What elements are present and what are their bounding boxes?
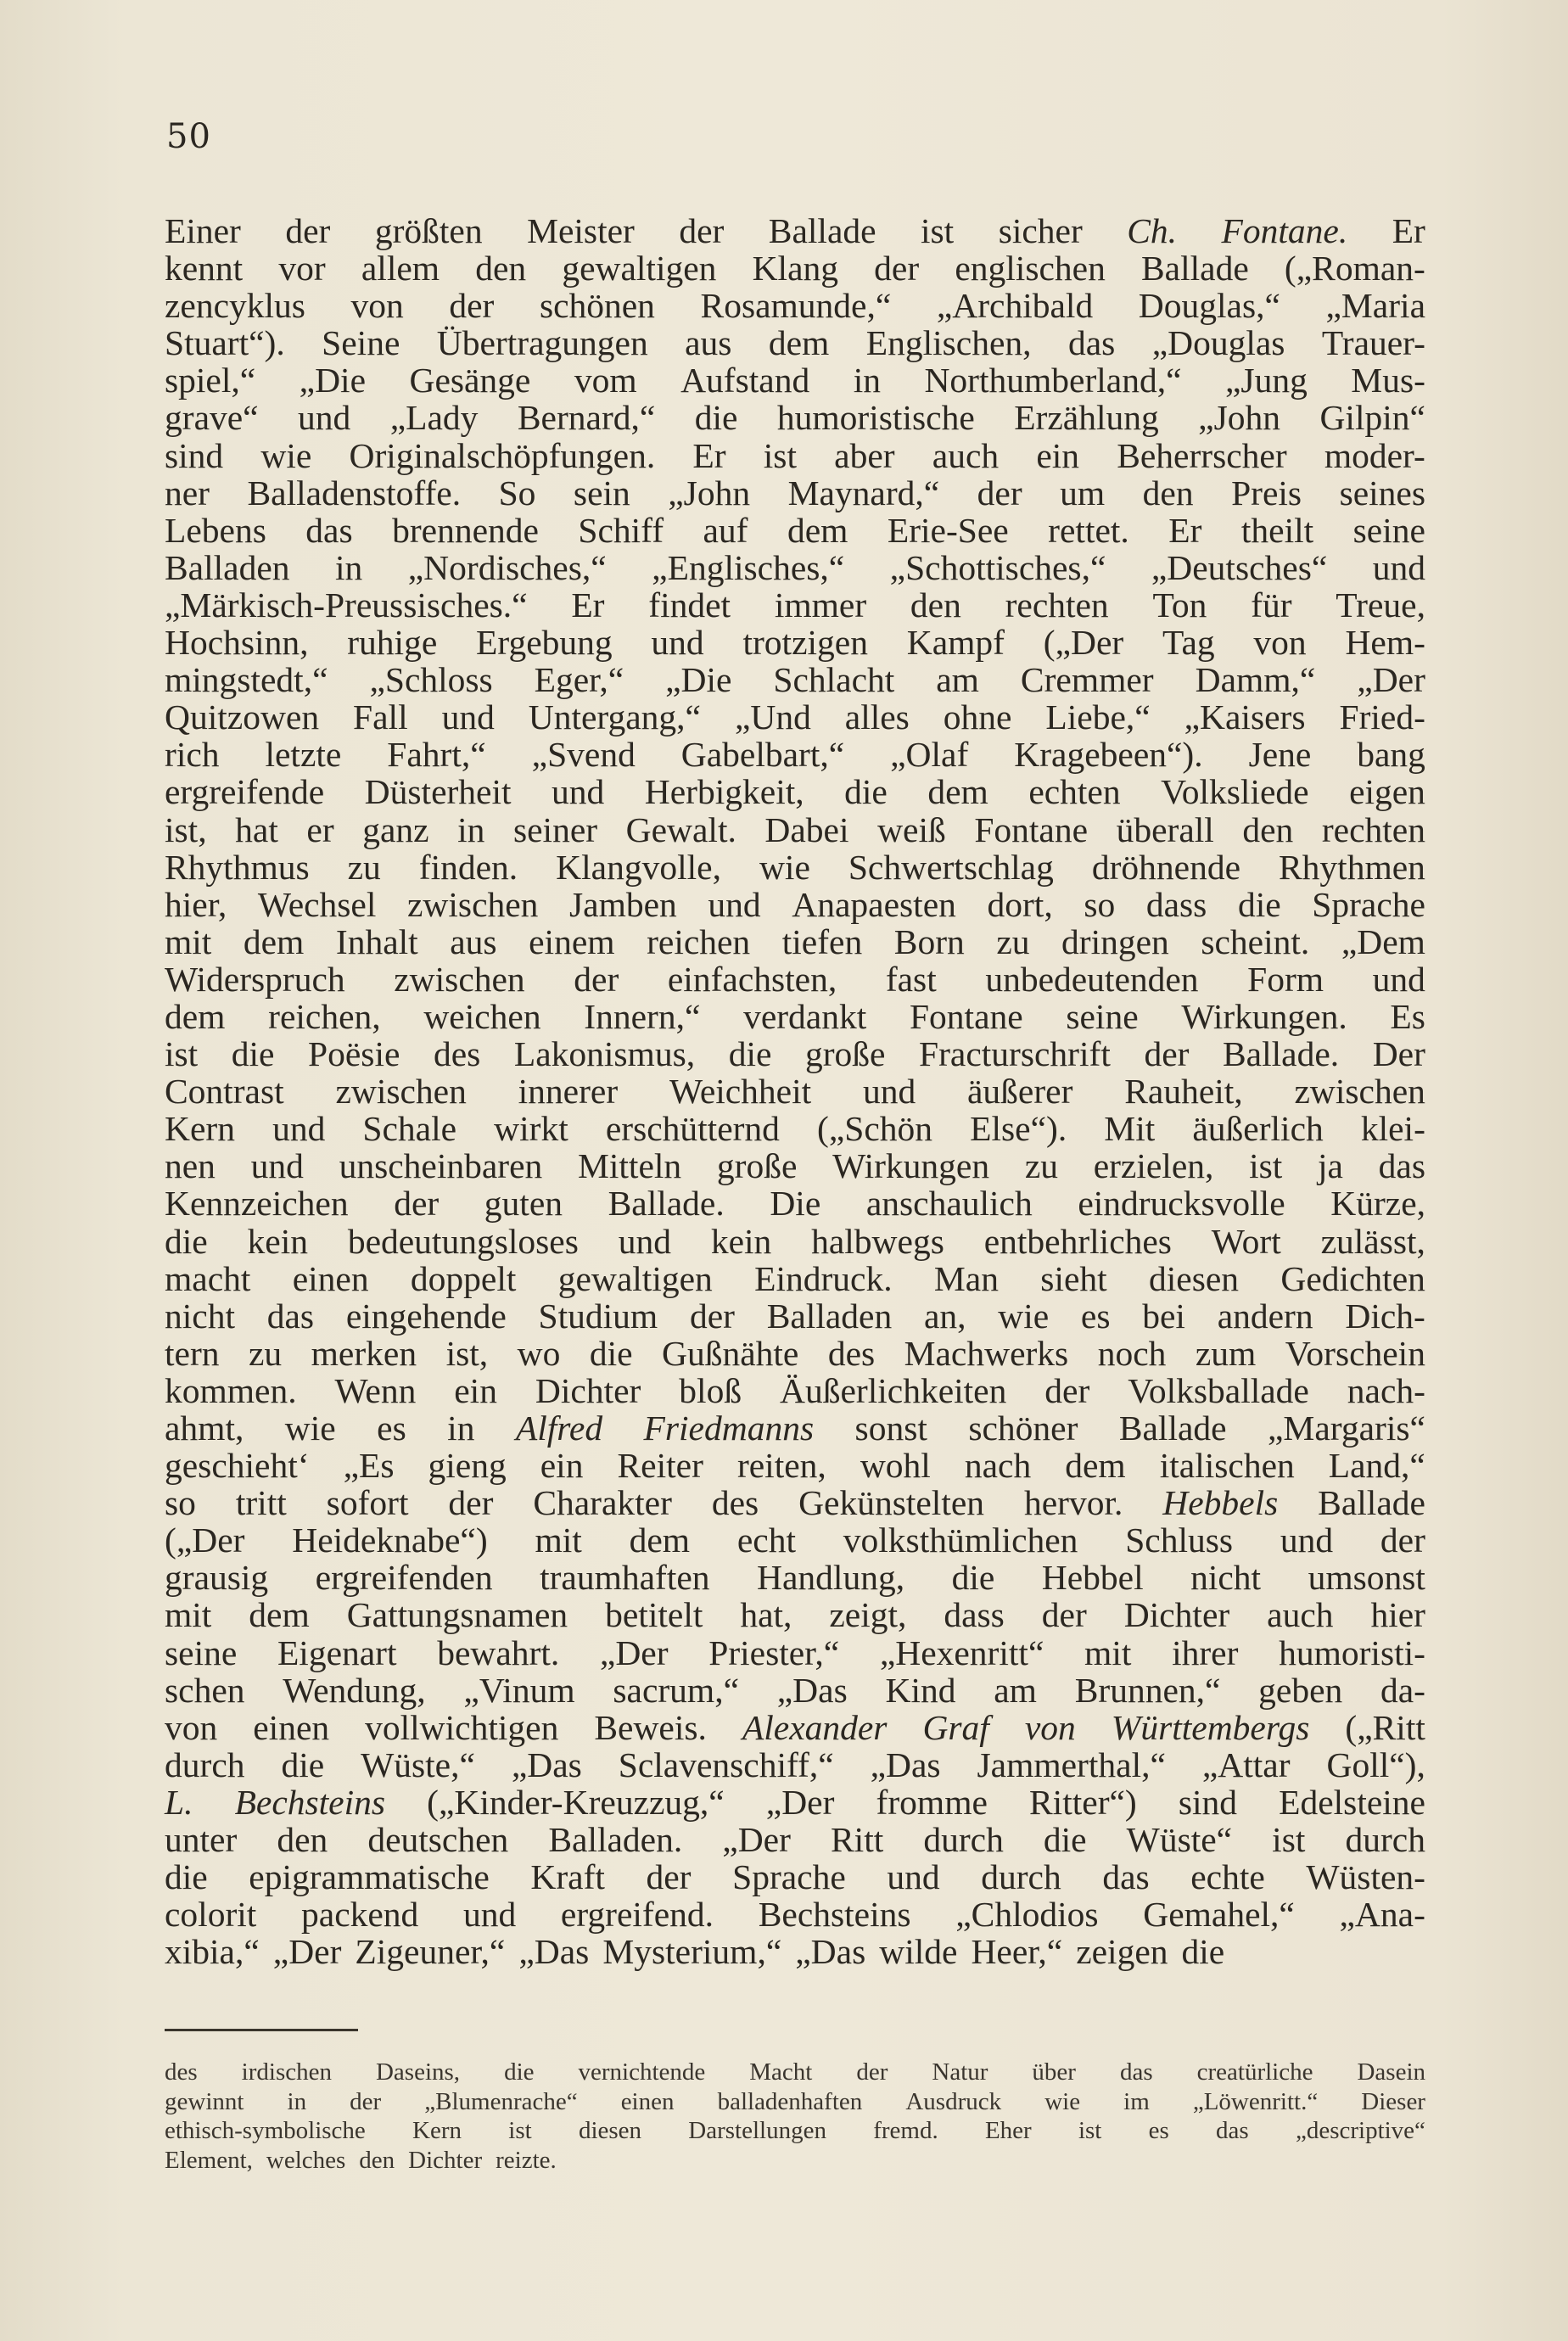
page-number: 50	[166, 117, 211, 156]
body_lines-line: ergreifende Düsterheit und Herbigkeit, die dem echten Volksliede eigen	[165, 772, 1425, 812]
body_lines-line: geschieht‘ „Es gieng ein Reiter reiten, wohl nach dem italischen Land,“	[165, 1446, 1425, 1486]
body_lines-line: ahmt, wie es in Alfred Friedmanns sonst schöner Ballade „Margaris“	[165, 1409, 1425, 1448]
footnote_lines-line: gewinnt in der „Blumenrache“ einen balladenhaften Ausdruck wie im „Löwenritt.“ Dieser	[165, 2087, 1425, 2115]
body_lines-line: Widerspruch zwischen der einfachsten, fast unbedeutenden Form und	[165, 959, 1425, 999]
body_lines-line: dem reichen, weichen Innern,“ verdankt Fontane seine Wirkungen. Es	[165, 996, 1425, 1036]
body_lines-line: mit dem Inhalt aus einem reichen tiefen Born zu dringen scheint. „Dem	[165, 921, 1425, 961]
body_lines-line: spiel,“ „Die Gesänge vom Aufstand in Northumberland,“ „Jung Mus-	[165, 361, 1425, 400]
body_lines-line: grausig ergreifenden traumhaften Handlung, die Hebbel nicht umsonst	[165, 1558, 1425, 1598]
body-text	[165, 212, 1425, 1970]
body_lines-line: zencyklus von der schönen Rosamunde,“ „Archibald Douglas,“ „Maria	[165, 286, 1425, 326]
body_lines-line: macht einen doppelt gewaltigen Eindruck. Man sieht diesen Gedichten	[165, 1258, 1425, 1298]
body_lines-line: („Der Heideknabe“) mit dem echt volksthümlichen Schluss und der	[165, 1521, 1425, 1560]
body_lines-line: kennt vor allem den gewaltigen Klang der englischen Ballade („Roman-	[165, 249, 1425, 288]
body_lines-line: Rhythmus zu finden. Klangvolle, wie Schwertschlag dröhnende Rhythmen	[165, 847, 1425, 887]
body_lines-line: grave“ und „Lady Bernard,“ die humoristische Erzählung „John Gilpin“	[165, 398, 1425, 438]
body_lines-line: so tritt sofort der Charakter des Gekünstelten hervor. Hebbels Ballade	[165, 1483, 1425, 1523]
body_lines-line: Lebens das brennende Schiff auf dem Erie-See rettet. Er theilt seine	[165, 510, 1425, 550]
body_lines-line: rich letzte Fahrt,“ „Svend Gabelbart,“ „Olaf Kragebeen“). Jene bang	[165, 735, 1425, 775]
body_lines-line: von einen vollwichtigen Beweis. Alexander Graf von Württembergs („Ritt	[165, 1707, 1425, 1747]
body_lines-line: schen Wendung, „Vinum sacrum,“ „Das Kind am Brunnen,“ geben da-	[165, 1670, 1425, 1710]
body_lines-line: hier, Wechsel zwischen Jamben und Anapaesten dort, so dass die Sprache	[165, 884, 1425, 924]
footnote-divider	[165, 2029, 358, 2031]
body_lines-line: kommen. Wenn ein Dichter bloß Äußerlichkeiten der Volksballade nach-	[165, 1370, 1425, 1410]
body_lines-line: Stuart“). Seine Übertragungen aus dem Englischen, das „Douglas Trauer-	[165, 323, 1425, 363]
body_lines-line: Hochsinn, ruhige Ergebung und trotzigen Kampf („Der Tag von Hem-	[165, 623, 1425, 663]
body_lines-line: ist die Poësie des Lakonismus, die große Fracturschrift der Ballade. Der	[165, 1034, 1425, 1074]
body_lines-line: nen und unscheinbaren Mitteln große Wirkungen zu erzielen, ist ja das	[165, 1146, 1425, 1186]
body_lines-line: durch die Wüste,“ „Das Sclavenschiff,“ „Das Jammerthal,“ „Attar Goll“),	[165, 1745, 1425, 1784]
body_lines-line: „Märkisch-Preussisches.“ Er findet immer den rechten Ton für Treue,	[165, 585, 1425, 624]
footnote_lines-line: ethisch-symbolische Kern ist diesen Darstellungen fremd. Eher ist es das „descriptive“	[165, 2117, 1425, 2144]
body_lines-line: die kein bedeutungsloses und kein halbwegs entbehrliches Wort zulässt,	[165, 1221, 1425, 1261]
body_lines-line: die epigrammatische Kraft der Sprache und durch das echte Wüsten-	[165, 1857, 1425, 1897]
body_lines-line: unter den deutschen Balladen. „Der Ritt durch die Wüste“ ist durch	[165, 1820, 1425, 1860]
body_lines-line: mit dem Gattungsnamen betitelt hat, zeigt, dass der Dichter auch hier	[165, 1595, 1425, 1635]
body_lines-line: Einer der größten Meister der Ballade ist sicher Ch. Fontane. Er	[165, 211, 1425, 250]
body_lines-line: ist, hat er ganz in seiner Gewalt. Dabei weiß Fontane überall den rechten	[165, 809, 1425, 849]
body_lines-line: Kern und Schale wirkt erschütternd („Schön Else“). Mit äußerlich klei-	[165, 1109, 1425, 1149]
body_lines-line: Kennzeichen der guten Ballade. Die anschaulich eindrucksvolle Kürze,	[165, 1184, 1425, 1224]
body_lines-line: seine Eigenart bewahrt. „Der Priester,“ „Hexenritt“ mit ihrer humoristi-	[165, 1633, 1425, 1672]
body_lines-line: nicht das eingehende Studium der Balladen an, wie es bei andern Dich-	[165, 1296, 1425, 1336]
body_lines-line: Contrast zwischen innerer Weichheit und äußerer Rauheit, zwischen	[165, 1072, 1425, 1112]
body_lines-line: Balladen in „Nordisches,“ „Englisches,“ „Schottisches,“ „Deutsches“ und	[165, 547, 1425, 587]
body_lines-line: mingstedt,“ „Schloss Eger,“ „Die Schlacht am Cremmer Damm,“ „Der	[165, 660, 1425, 700]
body_lines-line: xibia,“ „Der Zigeuner,“ „Das Mysterium,“ „Das wilde Heer,“ zeigen die	[165, 1932, 1225, 1972]
footnote	[165, 2058, 1425, 2175]
body_lines-line: Quitzowen Fall und Untergang,“ „Und alles ohne Liebe,“ „Kaisers Fried-	[165, 697, 1425, 737]
body_lines-line: sind wie Originalschöpfungen. Er ist aber auch ein Beherrscher moder-	[165, 435, 1425, 475]
body_lines-line: tern zu merken ist, wo die Gußnähte des Machwerks noch zum Vorschein	[165, 1333, 1425, 1373]
body_lines-line: ner Balladenstoffe. So sein „John Maynard,“ der um den Preis seines	[165, 473, 1425, 512]
footnote_lines-line: Element, welches den Dichter reizte.	[165, 2146, 557, 2174]
footnote_lines-line: des irdischen Daseins, die vernichtende Macht der Natur über das creatürliche Dasein	[165, 2058, 1425, 2086]
body_lines-line: colorit packend und ergreifend. Bechsteins „Chlodios Gemahel,“ „Ana-	[165, 1895, 1425, 1935]
body_lines-line: L. Bechsteins („Kinder-Kreuzzug,“ „Der fromme Ritter“) sind Edelsteine	[165, 1782, 1425, 1822]
